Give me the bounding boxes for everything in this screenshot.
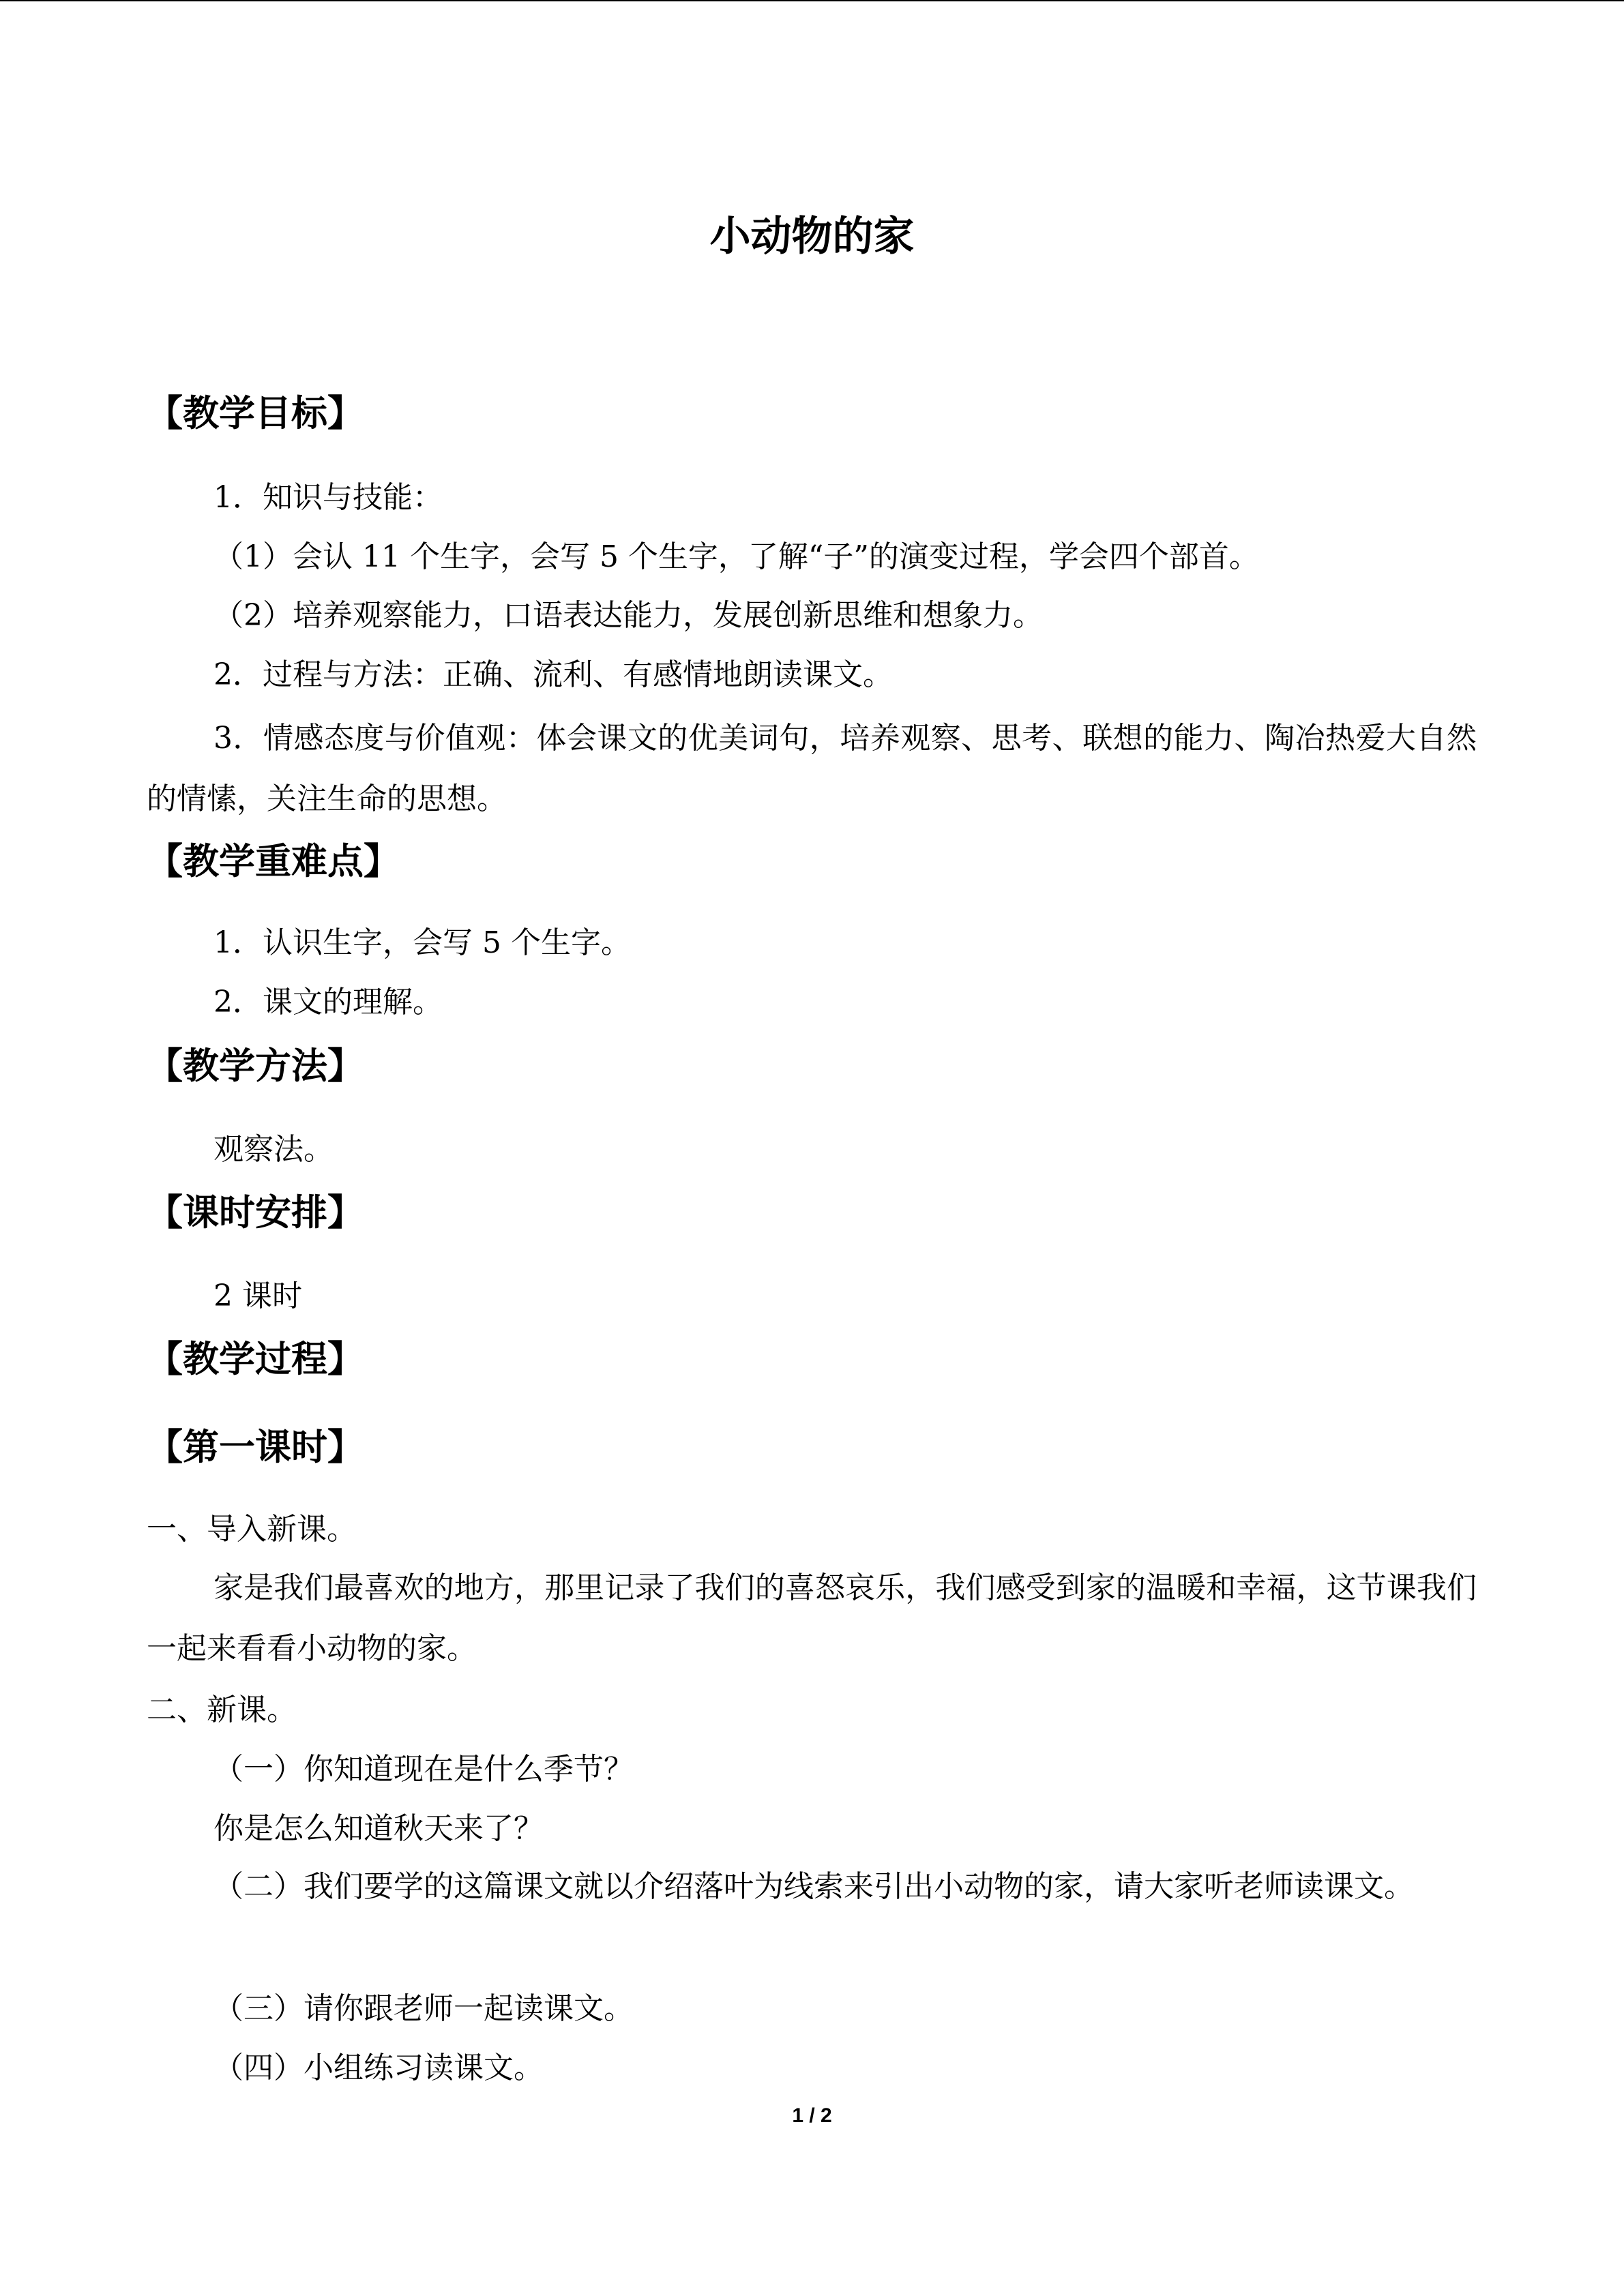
goal-subitem-1: （1）会认 11 个生字，会写 5 个生字，了解“子”的演变过程，学会四个部首。 xyxy=(213,539,1259,574)
question-1-follow: 你是怎么知道秋天来了？ xyxy=(213,1811,544,1846)
key-point-2: 2．课文的理解。 xyxy=(213,985,443,1019)
schedule-text: 2 课时 xyxy=(213,1279,302,1313)
heading-teaching-goals: 【教学目标】 xyxy=(147,393,364,434)
methods-text: 观察法。 xyxy=(213,1132,334,1167)
page-number: 1 / 2 xyxy=(792,2104,832,2127)
step-intro: 一、导入新课。 xyxy=(147,1512,357,1547)
goal-item-process: 2．过程与方法：正确、流利、有感情地朗读课文。 xyxy=(213,657,893,692)
question-1: （一）你知道现在是什么季节？ xyxy=(213,1752,634,1787)
heading-key-points: 【教学重难点】 xyxy=(147,841,400,882)
step-intro-text: 家是我们最喜欢的地方，那里记录了我们的喜怒哀乐，我们感受到家的温暖和幸福，这节课我们一起来看看小动物的家。 xyxy=(147,1570,1477,1666)
question-4: （四）小组练习读课文。 xyxy=(213,2051,544,2085)
question-2: （二）我们要学的这篇课文就以介绍落叶为线索来引出小动物的家，请大家听老师读课文。 xyxy=(213,1869,1414,1904)
step-new-lesson: 二、新课。 xyxy=(147,1693,297,1727)
goal-item-attitude: 3．情感态度与价值观：体会课文的优美词句，培养观察、思考、联想的能力、陶冶热爱大自然的情愫，关注生命的思想。 xyxy=(147,721,1477,816)
goal-subitem-2: （2）培养观察能力，口语表达能力，发展创新思维和想象力。 xyxy=(213,598,1043,633)
heading-first-lesson: 【第一课时】 xyxy=(147,1427,364,1468)
goal-item-knowledge: 1．知识与技能： xyxy=(213,480,443,515)
heading-teaching-methods: 【教学方法】 xyxy=(147,1045,364,1087)
heading-teaching-process: 【教学过程】 xyxy=(147,1339,364,1380)
key-point-1: 1．认识生字，会写 5 个生字。 xyxy=(213,925,631,960)
page-title: 小动物的家 xyxy=(709,213,915,260)
heading-schedule: 【课时安排】 xyxy=(147,1192,364,1234)
question-3: （三）请你跟老师一起读课文。 xyxy=(213,1991,634,2026)
